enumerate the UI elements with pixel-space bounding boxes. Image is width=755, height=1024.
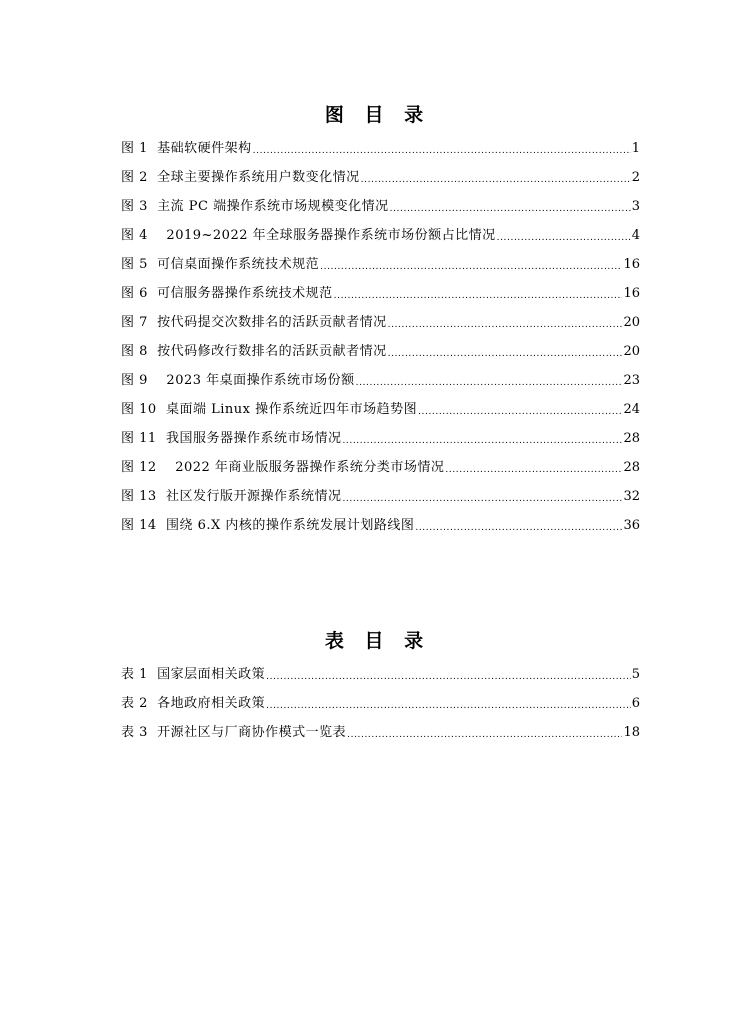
dot-leader bbox=[390, 203, 631, 215]
dot-leader bbox=[415, 522, 622, 534]
toc-entry[interactable] bbox=[121, 712, 640, 741]
dot-leader bbox=[418, 406, 622, 418]
toc-entry-label: 表 2 各地政府相关政策 bbox=[121, 696, 266, 711]
figure-index-list bbox=[121, 128, 640, 534]
dot-leader bbox=[347, 729, 622, 741]
toc-entry-page: 2 bbox=[631, 170, 640, 185]
toc-entry[interactable] bbox=[121, 215, 640, 244]
toc-entry-label: 图 4 2019~2022 年全球服务器操作系统市场份额占比情况 bbox=[121, 228, 496, 243]
toc-entry[interactable] bbox=[121, 244, 640, 273]
toc-entry-label: 图 8 按代码修改行数排名的活跃贡献者情况 bbox=[121, 344, 387, 359]
toc-entry[interactable] bbox=[121, 302, 640, 331]
dot-leader bbox=[266, 671, 631, 683]
toc-entry[interactable] bbox=[121, 389, 640, 418]
dot-leader bbox=[342, 493, 622, 505]
table-index-list bbox=[121, 654, 640, 741]
toc-entry-page: 20 bbox=[623, 315, 640, 330]
toc-entry[interactable] bbox=[121, 331, 640, 360]
dot-leader bbox=[445, 464, 622, 476]
dot-leader bbox=[253, 145, 631, 157]
toc-entry-page: 28 bbox=[623, 431, 640, 446]
toc-entry-page: 1 bbox=[631, 141, 640, 156]
toc-entry-page: 3 bbox=[631, 199, 640, 214]
toc-entry[interactable] bbox=[121, 505, 640, 534]
toc-entry[interactable] bbox=[121, 273, 640, 302]
toc-entry-page: 16 bbox=[623, 257, 640, 272]
toc-entry-label: 图 10 桌面端 Linux 操作系统近四年市场趋势图 bbox=[121, 402, 418, 417]
figure-index-title: 图 目 录 bbox=[324, 104, 431, 126]
toc-entry-label: 图 6 可信服务器操作系统技术规范 bbox=[121, 286, 333, 301]
toc-entry-page: 36 bbox=[623, 518, 640, 533]
toc-entry-page: 23 bbox=[623, 373, 640, 388]
toc-entry-page: 5 bbox=[631, 667, 640, 682]
dot-leader bbox=[320, 261, 622, 273]
toc-entry[interactable] bbox=[121, 186, 640, 215]
toc-entry-page: 32 bbox=[623, 489, 640, 504]
toc-entry-label: 图 3 主流 PC 端操作系统市场规模变化情况 bbox=[121, 199, 389, 214]
toc-entry[interactable] bbox=[121, 418, 640, 447]
dot-leader bbox=[356, 377, 623, 389]
toc-entry-label: 表 3 开源社区与厂商协作模式一览表 bbox=[121, 725, 347, 740]
toc-entry-page: 18 bbox=[623, 725, 640, 740]
toc-entry-label: 表 1 国家层面相关政策 bbox=[121, 667, 266, 682]
toc-entry-page: 24 bbox=[623, 402, 640, 417]
toc-entry-label: 图 1 基础软硬件架构 bbox=[121, 141, 252, 156]
toc-entry[interactable] bbox=[121, 447, 640, 476]
toc-entry[interactable] bbox=[121, 157, 640, 186]
dot-leader bbox=[342, 435, 622, 447]
toc-entry-page: 16 bbox=[623, 286, 640, 301]
toc-entry-page: 20 bbox=[623, 344, 640, 359]
dot-leader bbox=[388, 348, 623, 360]
toc-entry-label: 图 13 社区发行版开源操作系统情况 bbox=[121, 489, 342, 504]
toc-entry-label: 图 2 全球主要操作系统用户数变化情况 bbox=[121, 170, 360, 185]
toc-entry-label: 图 14 围绕 6.X 内核的操作系统发展计划路线图 bbox=[121, 518, 415, 533]
dot-leader bbox=[334, 290, 623, 302]
toc-entry-label: 图 7 按代码提交次数排名的活跃贡献者情况 bbox=[121, 315, 387, 330]
toc-entry-page: 6 bbox=[631, 696, 640, 711]
toc-entry[interactable] bbox=[121, 476, 640, 505]
toc-entry-label: 图 12 2022 年商业版服务器操作系统分类市场情况 bbox=[121, 460, 445, 475]
toc-entry[interactable] bbox=[121, 683, 640, 712]
toc-entry-page: 28 bbox=[623, 460, 640, 475]
toc-entry-page: 4 bbox=[631, 228, 640, 243]
toc-entry[interactable] bbox=[121, 654, 640, 683]
toc-entry[interactable] bbox=[121, 360, 640, 389]
dot-leader bbox=[266, 700, 631, 712]
dot-leader bbox=[361, 174, 631, 186]
toc-entry-label: 图 9 2023 年桌面操作系统市场份额 bbox=[121, 373, 355, 388]
toc-entry[interactable] bbox=[121, 128, 640, 157]
dot-leader bbox=[388, 319, 623, 331]
table-index-title: 表 目 录 bbox=[324, 630, 431, 652]
toc-entry-label: 图 5 可信桌面操作系统技术规范 bbox=[121, 257, 320, 272]
toc-entry-label: 图 11 我国服务器操作系统市场情况 bbox=[121, 431, 342, 446]
dot-leader bbox=[497, 232, 631, 244]
